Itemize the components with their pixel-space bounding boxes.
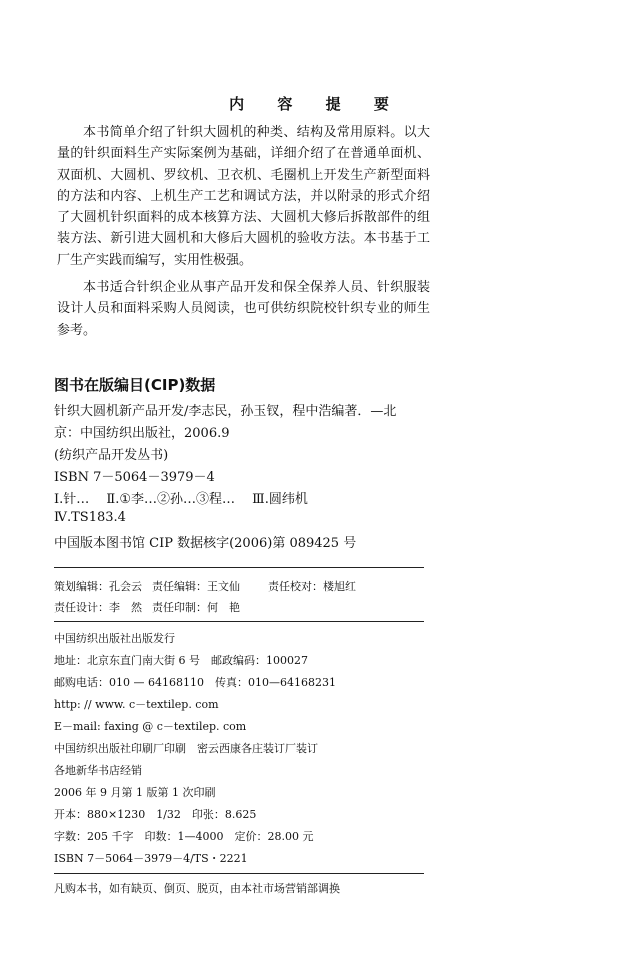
distributor-line: 各地新华书店经销 bbox=[54, 764, 142, 777]
isbn-line: ISBN 7－5064－3979－4/TS・2221 bbox=[54, 852, 248, 865]
cip-line: Ⅰ.针… Ⅱ.①李…②孙…③程… Ⅲ.圆纬机 bbox=[54, 492, 308, 507]
credit-printing: 责任印制：何 艳 bbox=[152, 601, 240, 614]
format-line: 开本：880×1230 1/32 印张：8.625 bbox=[54, 808, 257, 821]
cip-line: 针织大圆机新产品开发/李志民，孙玉钗，程中浩编著．—北 bbox=[54, 404, 397, 419]
edition-line: 2006 年 9 月第 1 版第 1 次印刷 bbox=[54, 786, 216, 799]
credit-designer: 责任设计：李 然 bbox=[54, 601, 142, 614]
publisher-line: 中国纺织出版社出版发行 bbox=[54, 632, 175, 645]
summary-paragraph: 本书简单介绍了针织大圆机的种类、结构及常用原料。以大量的针织面料生产实际案例为基础，详细介绍了在普通单面机、双面机、大圆机、罗纹机、卫衣机、毛圈机上开发生产新型面料的方法和内容、上机生产工艺和调试方法，并以附录的形式介绍了大圆机针织面料的成本核算方法、大圆机大修后拆散部件的组装方法、新引进大圆机和大修后大圆机的验收方法。本书基于工厂生产实践而编写，实用性极强。 bbox=[57, 125, 430, 268]
credit-proofreader: 责任校对：楼旭红 bbox=[268, 580, 356, 593]
notice-line: 凡购本书，如有缺页、倒页、脱页，由本社市场营销部调换 bbox=[54, 882, 340, 895]
divider bbox=[54, 621, 424, 622]
summary-heading: 内 容 提 要 bbox=[229, 95, 403, 113]
credit-editor: 责任编辑：王文仙 bbox=[152, 580, 240, 593]
publisher-address: 地址：北京东直门南大街 6 号 邮政编码：100027 bbox=[54, 654, 308, 667]
printer-line: 中国纺织出版社印刷厂印刷 密云西康各庄装订厂装订 bbox=[54, 742, 318, 755]
credit-planning-editor: 策划编辑：孔会云 bbox=[54, 580, 142, 593]
cip-line: 京：中国纺织出版社，2006.9 bbox=[54, 426, 230, 441]
cip-line: ISBN 7－5064－3979－4 bbox=[54, 470, 215, 485]
cip-line: 中国版本图书馆 CIP 数据核字(2006)第 089425 号 bbox=[54, 536, 357, 551]
cip-title: 图书在版编目(CIP)数据 bbox=[54, 376, 216, 394]
divider bbox=[54, 873, 424, 874]
publisher-email: E－mail: faxing @ c－textilep. com bbox=[54, 720, 247, 733]
publisher-phone: 邮购电话：010 — 64168110 传真：010—64168231 bbox=[54, 676, 336, 689]
wordcount-price-line: 字数：205 千字 印数：1—4000 定价：28.00 元 bbox=[54, 830, 314, 843]
summary-paragraph: 本书适合针织企业从事产品开发和保全保养人员、针织服装设计人员和面料采购人员阅读，也可供纺织院校针织专业的师生参考。 bbox=[57, 280, 430, 338]
cip-line: Ⅳ.TS183.4 bbox=[54, 510, 126, 525]
cip-line: (纺织产品开发丛书) bbox=[54, 448, 169, 463]
publisher-website: http: // www. c－textilep. com bbox=[54, 698, 219, 711]
divider bbox=[54, 567, 424, 568]
